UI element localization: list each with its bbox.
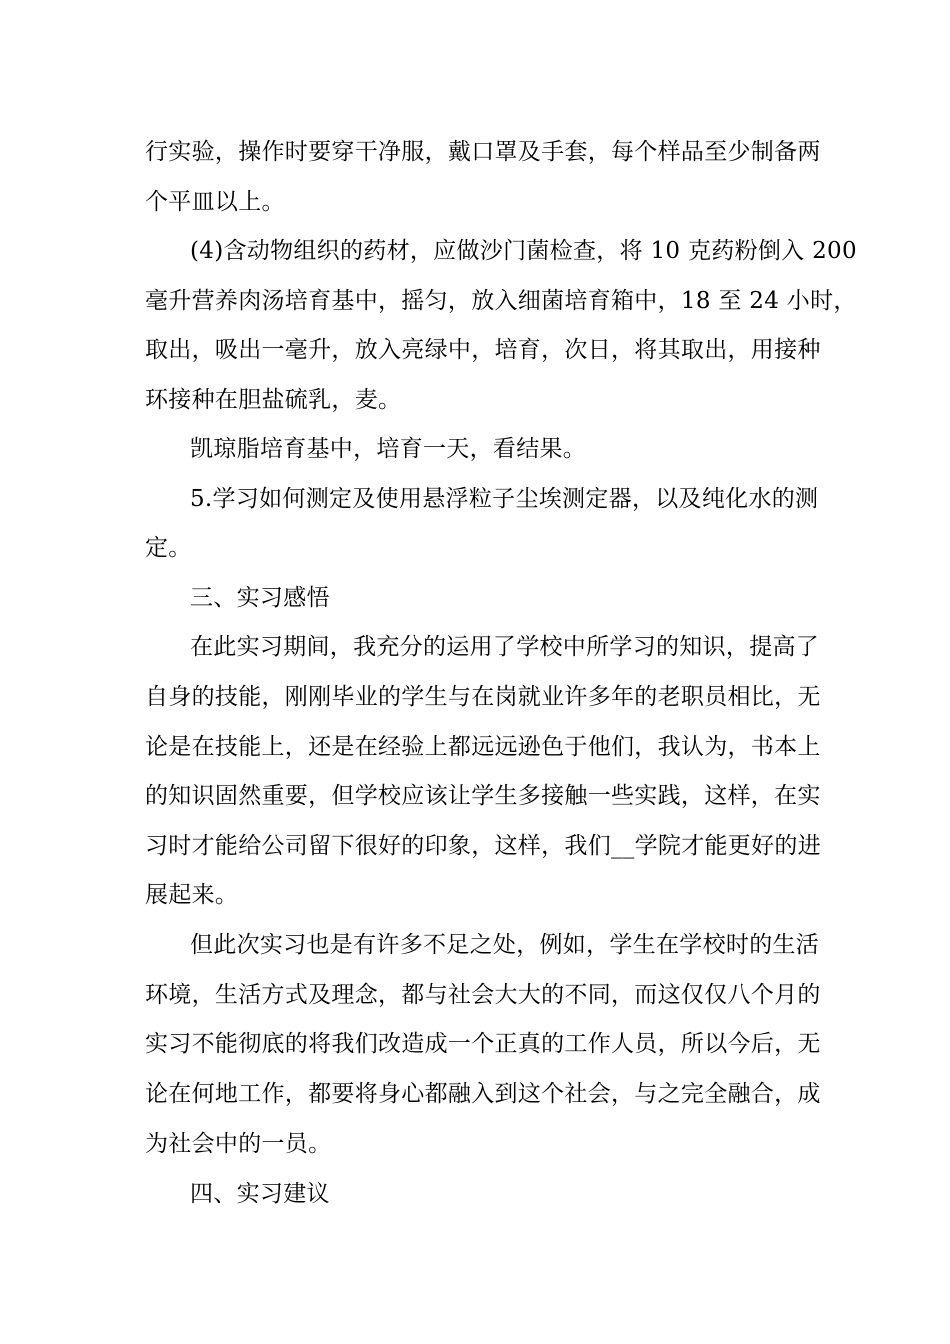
text-line: 行实验，操作时要穿干净服，戴口罩及手套，每个样品至少制备两 bbox=[145, 139, 821, 165]
text-line: 个平皿以上。 bbox=[145, 189, 285, 215]
text-line: 自身的技能，刚刚毕业的学生与在岗就业许多年的老职员相比，无 bbox=[145, 684, 821, 710]
text-line: (4)含动物组织的药材，应做沙门菌检查，将 10 克药粉倒入 200 bbox=[190, 238, 857, 264]
text-line: 展起来。 bbox=[145, 882, 239, 908]
text-line: 毫升营养肉汤培育基中，摇匀，放入细菌培育箱中，18 至 24 小时， bbox=[145, 288, 857, 314]
text-line: 取出，吸出一毫升，放入亮绿中，培育，次日，将其取出，用接种 bbox=[145, 337, 821, 363]
text-line: 论在何地工作，都要将身心都融入到这个社会，与之完全融合，成 bbox=[145, 1081, 821, 1107]
section-heading: 四、实习建议 bbox=[190, 1181, 330, 1207]
text-line: 定。 bbox=[145, 535, 192, 561]
text-line: 实习不能彻底的将我们改造成一个正真的工作人员，所以今后，无 bbox=[145, 1031, 821, 1057]
text-line: 5.学习如何测定及使用悬浮粒子尘埃测定器，以及纯化水的测 bbox=[190, 486, 819, 512]
text-line: 环接种在胆盐硫乳，麦。 bbox=[145, 387, 402, 413]
text-line: 但此次实习也是有许多不足之处，例如，学生在学校时的生活 bbox=[190, 932, 820, 958]
text-line: 环境，生活方式及理念，都与社会大大的不同，而这仅仅八个月的 bbox=[145, 982, 821, 1008]
text-line: 在此实习期间，我充分的运用了学校中所学习的知识，提高了 bbox=[190, 634, 820, 660]
text-line: 的知识固然重要，但学校应该让学生多接触一些实践，这样，在实 bbox=[145, 783, 821, 809]
text-line: 论是在技能上，还是在经验上都远远逊色于他们，我认为，书本上 bbox=[145, 734, 821, 760]
text-line: 凯琼脂培育基中，培育一天，看结果。 bbox=[190, 436, 587, 462]
text-line: 习时才能给公司留下很好的印象，这样，我们__学院才能更好的进 bbox=[145, 833, 821, 859]
section-heading: 三、实习感悟 bbox=[190, 585, 330, 611]
text-line: 为社会中的一员。 bbox=[145, 1131, 332, 1157]
